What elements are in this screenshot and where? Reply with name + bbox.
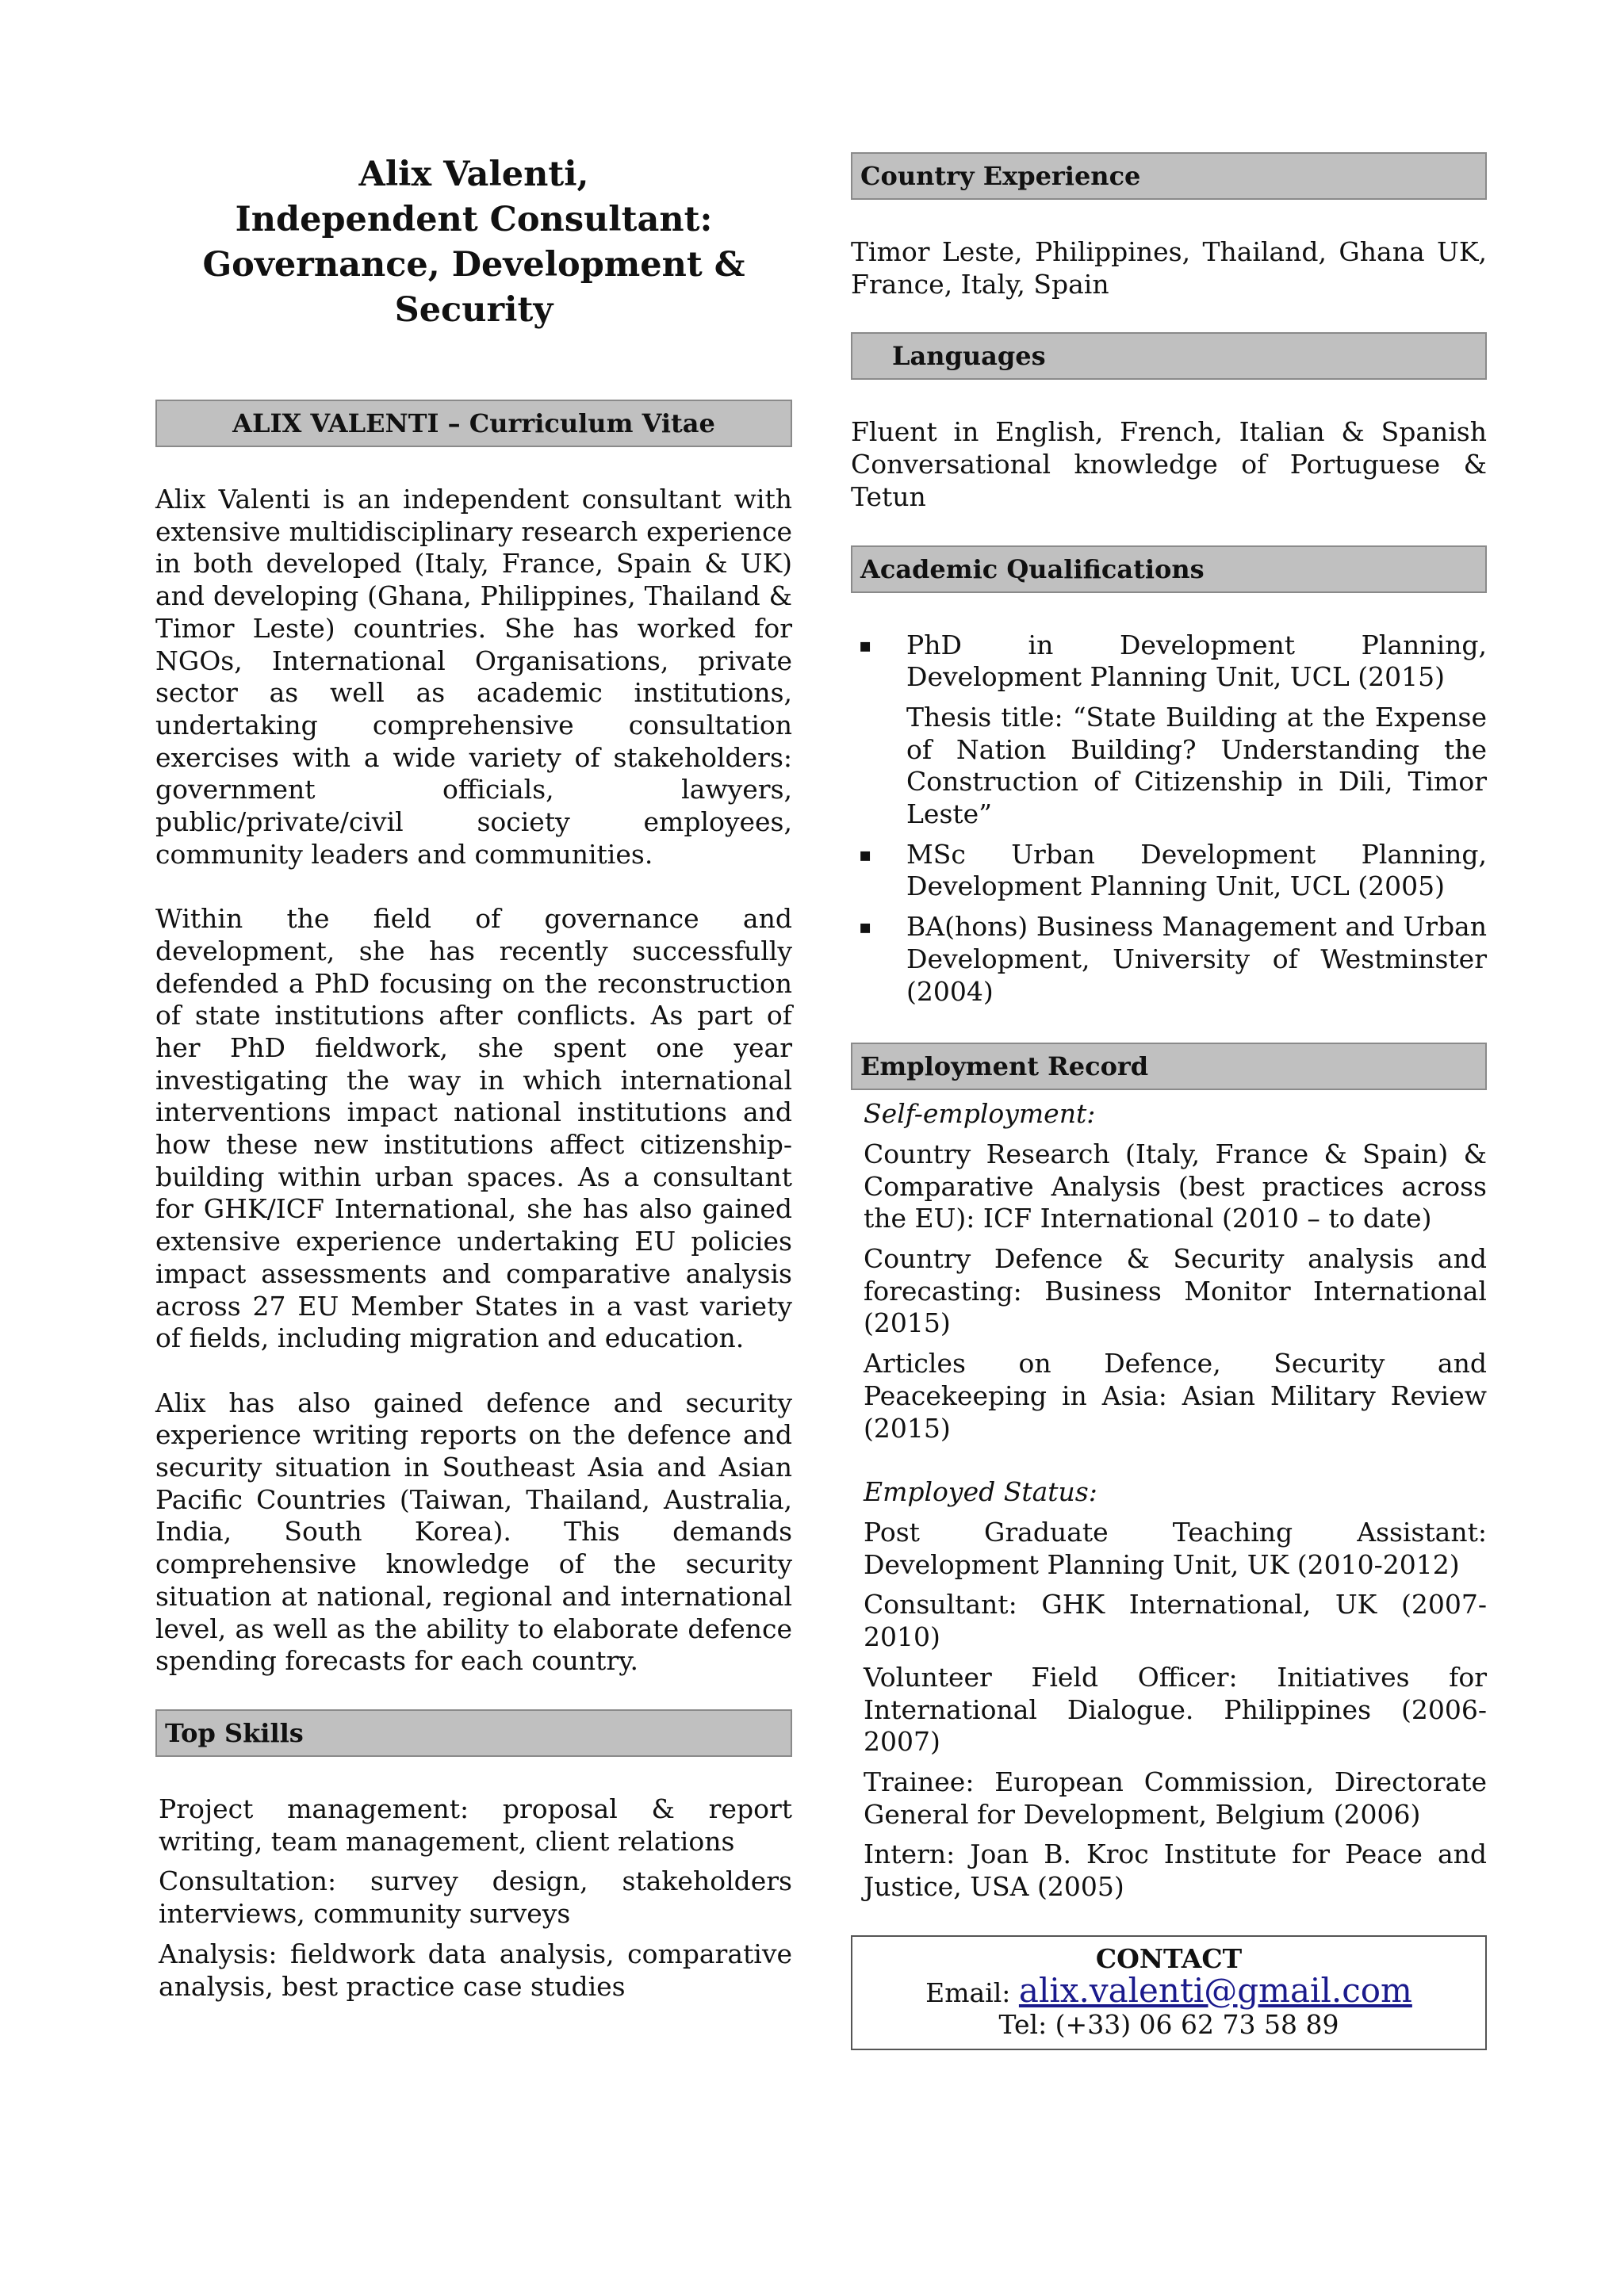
employment-list bbox=[851, 1098, 1487, 1903]
employment-entry: Country Defence & Security analysis and forecasting: Business Monitor International (2015) bbox=[864, 1243, 1487, 1339]
academic-item bbox=[851, 911, 1487, 1008]
email-prefix: Email: bbox=[925, 1976, 1011, 2008]
thesis-title: Thesis title: “State Building at the Expense of Nation Building? Understanding the Construction of Citizenship in Dili, Timor Leste” bbox=[906, 701, 1487, 830]
country-experience-header: Country Experience bbox=[851, 152, 1487, 200]
top-skills-list bbox=[155, 1793, 792, 2003]
academic-item-text: PhD in Development Planning, Development Planning Unit, UCL (2015) bbox=[906, 629, 1487, 693]
academic-item bbox=[851, 839, 1487, 903]
title-line-3: Governance, Development & bbox=[202, 245, 745, 285]
employment-entry: Trainee: European Commission, Directorate General for Development, Belgium (2006) bbox=[864, 1766, 1487, 1830]
employment-entry: Post Graduate Teaching Assistant: Development Planning Unit, UK (2010-2012) bbox=[864, 1516, 1487, 1580]
right-column bbox=[851, 152, 1487, 2050]
academic-item-text: BA(hons) Business Management and Urban Development, University of Westminster (2004) bbox=[906, 911, 1487, 1007]
document-title bbox=[155, 152, 792, 333]
top-skills-header: Top Skills bbox=[155, 1709, 792, 1757]
skill-item: Project management: proposal & report writing, team management, client relations bbox=[159, 1793, 792, 1857]
self-employment-label: Self-employment: bbox=[864, 1098, 1096, 1130]
employment-entry: Articles on Defence, Security and Peacekeeping in Asia: Asian Military Review (2015) bbox=[864, 1348, 1487, 1444]
academic-item-text: MSc Urban Development Planning, Development Planning Unit, UCL (2005) bbox=[906, 838, 1487, 902]
languages-header: Languages bbox=[851, 332, 1487, 380]
summary-paragraph-2: Within the field of governance and development, she has recently successfully defended a PhD focusing on the reconstruction of state institutions after conflicts. As part of her PhD fieldwork, she spent one year investigating the way in which international interventions impact national institutions and how these new institutions affect citizenship-building within urban spaces. As a consultant for GHK/ICF International, she has also gained extensive experience undertaking EU policies impact assessments and comparative analysis across 27 EU Member States in a vast variety of fields, including migration and education. bbox=[155, 903, 792, 1354]
employment-entry: Volunteer Field Officer: Initiatives for International Dialogue. Philippines (2006-2007) bbox=[864, 1661, 1487, 1758]
employment-header: Employment Record bbox=[851, 1043, 1487, 1090]
bullet-icon: ▪ bbox=[859, 916, 872, 939]
languages-text: Fluent in English, French, Italian & Spanish Conversational knowledge of Portuguese & Tetun bbox=[851, 416, 1487, 512]
skill-item: Consultation: survey design, stakeholders interviews, community surveys bbox=[159, 1866, 792, 1930]
summary-section bbox=[155, 484, 792, 1678]
title-line-2: Independent Consultant: bbox=[235, 200, 713, 239]
contact-label: CONTACT bbox=[1095, 1942, 1243, 1974]
title-line-4: Security bbox=[394, 290, 553, 330]
left-column bbox=[155, 152, 792, 2011]
cv-header: ALIX VALENTI – Curriculum Vitae bbox=[155, 400, 792, 447]
title-line-1: Alix Valenti, bbox=[358, 155, 589, 194]
country-experience-text: Timor Leste, Philippines, Thailand, Ghana UK, France, Italy, Spain bbox=[851, 236, 1487, 300]
bullet-icon: ▪ bbox=[859, 633, 872, 656]
skill-item: Analysis: fieldwork data analysis, comparative analysis, best practice case studies bbox=[159, 1938, 792, 2002]
employed-status-label: Employed Status: bbox=[864, 1476, 1097, 1508]
email-line bbox=[852, 1970, 1485, 2010]
employment-entry: Intern: Joan B. Kroc Institute for Peace and Justice, USA (2005) bbox=[864, 1839, 1487, 1903]
academic-list bbox=[851, 629, 1487, 1008]
summary-paragraph-1: Alix Valenti is an independent consultant with extensive multidisciplinary research experience in both developed (Italy, France, Spain & UK) and developing (Ghana, Philippines, Thailand & Timor Leste) countries. She has worked for NGOs, International Organisations, private sector as well as academic institutions, undertaking comprehensive consultation exercises with a wide variety of stakeholders: government officials, lawyers, public/private/civil society employees, community leaders and communities. bbox=[155, 484, 792, 870]
academic-header: Academic Qualifications bbox=[851, 545, 1487, 593]
bullet-icon: ▪ bbox=[859, 843, 872, 866]
email-link[interactable]: alix.valenti@gmail.com bbox=[1018, 1970, 1412, 2010]
phone-line: Tel: (+33) 06 62 73 58 89 bbox=[998, 2008, 1339, 2040]
academic-item bbox=[851, 629, 1487, 694]
summary-paragraph-3: Alix has also gained defence and security experience writing reports on the defence and security situation in Southeast Asia and Asian Pacific Countries (Taiwan, Thailand, Australia, India, South Korea). This demands comprehensive knowledge of the security situation at national, regional and international level, as well as the ability to elaborate defence spending forecasts for each country. bbox=[155, 1387, 792, 1677]
contact-box bbox=[851, 1935, 1487, 2050]
employment-entry: Consultant: GHK International, UK (2007-2010) bbox=[864, 1589, 1487, 1653]
employment-entry: Country Research (Italy, France & Spain) & Comparative Analysis (best practices across the EU): ICF International (2010 – to date) bbox=[864, 1138, 1487, 1234]
